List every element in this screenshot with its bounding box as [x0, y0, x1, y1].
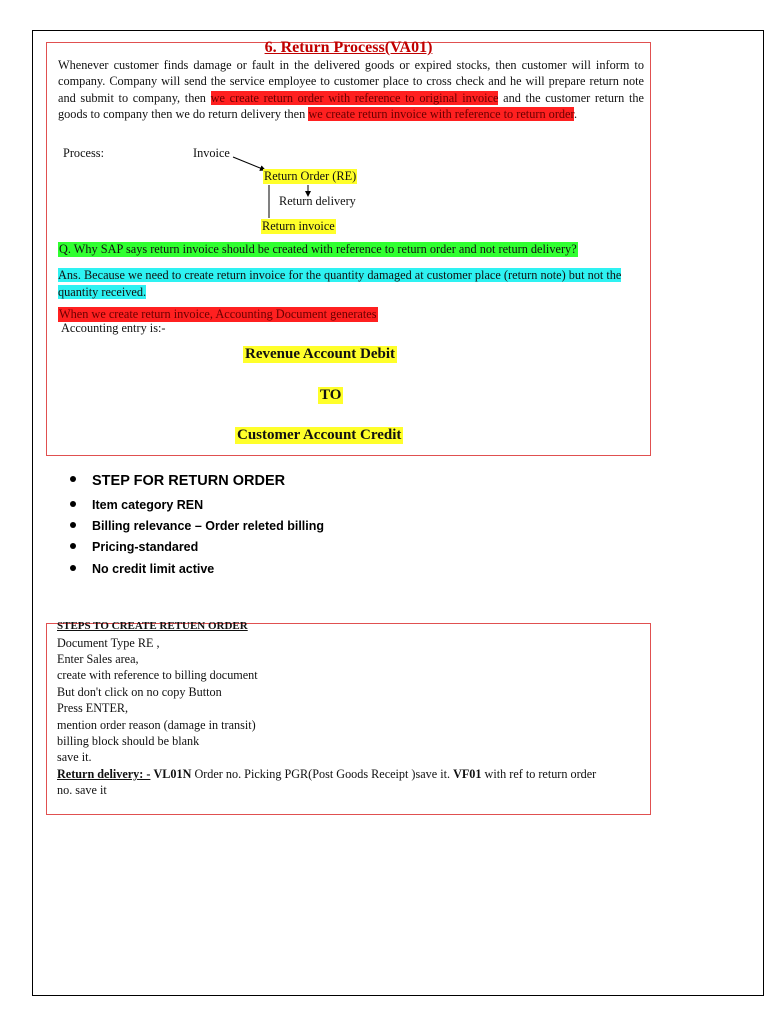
bullet-dot-icon — [70, 476, 76, 482]
section-title: 6. Return Process(VA01) — [264, 39, 433, 56]
answer-text: Ans. Because we need to create return invoice for the quantity damaged at customer place (return note) but not the quantity received. — [58, 268, 622, 299]
bullet-item: Item category REN — [70, 498, 203, 512]
question-text: Q. Why SAP says return invoice should be created with reference to return order and not return delivery? — [59, 242, 577, 256]
step-line: create with reference to billing document — [57, 668, 258, 682]
invoice-arrow — [233, 157, 265, 170]
step-line: billing block should be blank — [57, 734, 200, 748]
return-delivery-mid: Order no. Picking PGR(Post Goods Receipt )save it. — [191, 767, 454, 781]
return-delivery-label: Return delivery: - — [57, 767, 151, 781]
step-line: mention order reason (damage in transit) — [57, 718, 256, 732]
bullet-dot-icon — [70, 565, 76, 571]
bullet-dot-icon — [70, 543, 76, 549]
flow-return-delivery: Return delivery — [279, 194, 356, 208]
highlight-return-invoice: we create return invoice with reference to return order — [308, 107, 574, 122]
steps-heading: STEPS TO CREATE RETUEN ORDER — [57, 620, 248, 632]
step-line: Enter Sales area, — [57, 652, 139, 666]
intro-text-c: . — [573, 107, 578, 122]
entry-debit: Revenue Account Debit — [245, 346, 395, 362]
step-line: Document Type RE , — [57, 636, 160, 650]
bullet-dot-icon — [70, 522, 76, 528]
answer-block — [58, 267, 646, 301]
accounting-entry-label: Accounting entry is:- — [61, 321, 166, 335]
steps-box — [46, 620, 651, 815]
bullet-item: No credit limit active — [70, 562, 214, 576]
return-delivery-line2: no. save it — [57, 783, 107, 797]
generates-text: When we create return invoice, Accounting Document generates — [59, 307, 377, 321]
return-process-box — [46, 39, 651, 456]
highlight-return-order: we create return order with reference to original invoice — [210, 90, 499, 105]
flow-return-order: Return Order (RE) — [264, 169, 357, 183]
bullet-item: Pricing-standared — [70, 540, 198, 554]
step-line: save it. — [57, 750, 92, 764]
return-delivery-line — [57, 767, 596, 782]
flow-invoice: Invoice — [193, 146, 230, 160]
process-label: Process: — [63, 146, 104, 160]
intro-text-b: and the customer return the goods to company then we do return delivery then — [58, 90, 644, 122]
flow-return-invoice: Return invoice — [262, 219, 335, 233]
step-line: Press ENTER, — [57, 701, 129, 715]
intro-text-a: Whenever customer finds damage or fault in the delivered goods or expired stocks, then customer will inform to company. Company will send the service employee to customer place to cross check and he will prepare return note and submit to company, then — [58, 58, 644, 105]
return-delivery-end: with ref to return order — [481, 767, 597, 781]
tcode-vf01: VF01 — [453, 767, 482, 781]
tcode-vl01n: VL01N — [153, 767, 192, 781]
bullet-item: Billing relevance – Order releted billing — [70, 519, 324, 533]
entry-to: TO — [320, 387, 342, 403]
process-arrows — [47, 43, 650, 243]
bullet-dot-icon — [70, 501, 76, 507]
bullet-item: STEP FOR RETURN ORDER — [70, 473, 285, 489]
entry-credit: Customer Account Credit — [237, 427, 402, 443]
step-line: But don't click on no copy Button — [57, 685, 222, 699]
